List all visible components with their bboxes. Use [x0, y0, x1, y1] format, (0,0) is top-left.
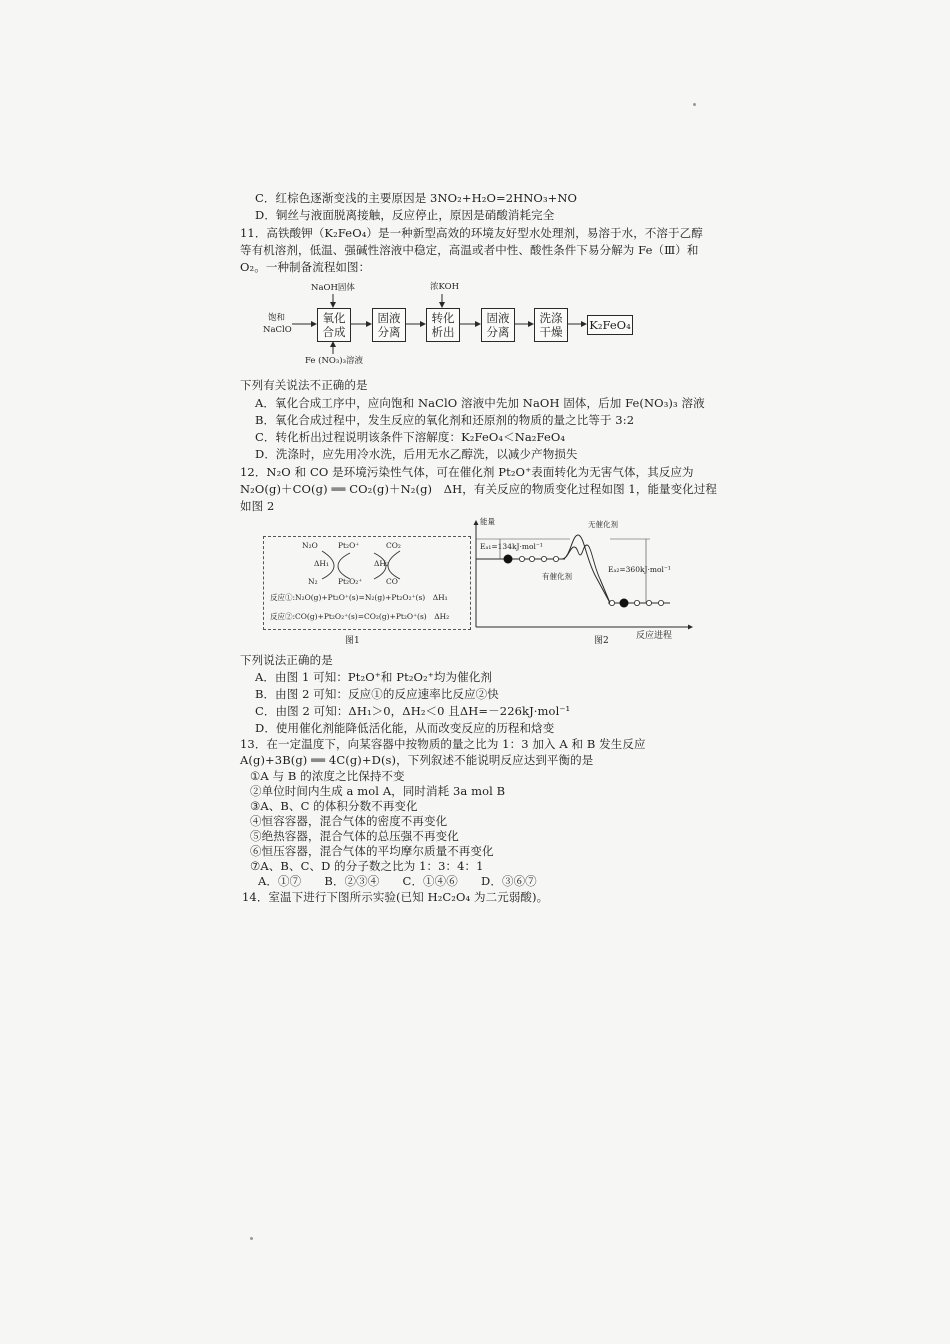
fig2-ea2-label: Eₐ₂=360kJ·mol⁻¹	[608, 565, 671, 574]
flow-step-oxidation-l1: 氧化	[322, 311, 346, 325]
scan-speck	[693, 103, 696, 106]
q10-option-c: C．红棕色逐渐变浅的主要原因是 3NO₂+H₂O=2HNO₃+NO	[255, 191, 578, 205]
fig1-co: CO	[386, 577, 398, 586]
q12-stem-line2: N₂O(g)＋CO(g) ══ CO₂(g)＋N₂(g) ΔH，有关反应的物质变化过程如图 1，能量变化过程	[240, 482, 718, 496]
flow-product-label: K₂FeO₄	[589, 318, 631, 332]
q11-stem-line1: 11．高铁酸钾（K₂FeO₄）是一种新型高效的环境友好型水处理剂，易溶于水，不溶于乙醇	[240, 226, 703, 240]
fig1-dh2: ΔH₂	[374, 559, 389, 568]
fig2-product-ball-small-3	[646, 600, 651, 605]
fig2-x-label: 反应进程	[636, 631, 673, 641]
fig2-caption: 图2	[594, 636, 609, 646]
flow-step-separation-2-l1: 固液	[486, 311, 510, 325]
fig1-dh1: ΔH₁	[314, 559, 329, 568]
fig2-catalyzed-label: 有催化剂	[542, 572, 572, 581]
q12-option-b: B．由图 2 可知：反应①的反应速率比反应②快	[255, 687, 499, 701]
q12-figure-2	[470, 517, 695, 637]
q11-option-b: B．氧化合成过程中，发生反应的氧化剂和还原剂的物质的量之比等于 3:2	[255, 413, 635, 427]
fig2-reactant-ball-small-4	[553, 556, 558, 561]
fig2-reactant-ball-large	[504, 555, 513, 564]
q13-stem-line1: 13．在一定温度下，向某容器中按物质的量之比为 1：3 加入 A 和 B 发生反应	[240, 737, 646, 751]
fig2-product-ball-large	[620, 599, 629, 608]
fig1-n2o: N₂O	[302, 541, 318, 550]
q13-item-2: ②单位时间内生成 a mol A，同时消耗 3a mol B	[250, 784, 506, 798]
fig1-pt2o2: Pt₂O₂⁺	[338, 577, 363, 586]
fig1-reaction-2: 反应②:CO(g)+Pt₂O₂⁺(s)=CO₂(g)+Pt₂O⁺(s) ΔH₂	[270, 612, 450, 621]
fig2-uncatalyzed-label: 无催化剂	[588, 520, 618, 529]
fig1-n2: N₂	[308, 577, 318, 586]
fig1-caption: 图1	[345, 636, 360, 646]
q13-item-7: ⑦A、B、C、D 的分子数之比为 1：3：4：1	[250, 859, 484, 873]
fig2-reactant-ball-small-3	[541, 556, 546, 561]
flow-arrows	[290, 290, 650, 360]
fig1-co2: CO₂	[386, 541, 401, 550]
fig2-y-label: 能量	[480, 517, 495, 526]
q11-stem-line2: 等有机溶剂，低温、强碱性溶液中稳定，高温或者中性、酸性条件下易分解为 Fe（Ⅲ）和	[240, 243, 699, 257]
q11-option-d: D．洗涤时，应先用冷水洗，后用无水乙醇洗，以减少产物损失	[255, 447, 578, 461]
flow-step-separation-2-l2: 分离	[486, 325, 510, 339]
q11-option-c: C．转化析出过程说明该条件下溶解度：K₂FeO₄＜Na₂FeO₄	[255, 430, 566, 444]
q13-stem-line2: A(g)+3B(g) ══ 4C(g)+D(s)，下列叙述不能说明反应达到平衡的是	[240, 753, 594, 767]
flow-input-label-2: NaClO	[263, 325, 292, 335]
flow-step-separation-1-l2: 分离	[377, 325, 401, 339]
q14-stem: 14．室温下进行下图所示实验(已知 H₂C₂O₄ 为二元弱酸)。	[242, 890, 549, 904]
q13-item-1: ①A 与 B 的浓度之比保持不变	[250, 769, 405, 783]
q13-item-4: ④恒容容器，混合气体的密度不再变化	[250, 814, 448, 828]
fig2-product-ball-small-4	[658, 600, 663, 605]
scan-speck	[250, 1237, 253, 1240]
flow-reagent-fe-nitrate: Fe (NO₃)₃溶液	[305, 356, 364, 366]
flow-step-washing-l2: 干燥	[539, 325, 563, 339]
flow-step-washing-l1: 洗涤	[539, 311, 563, 325]
fig2-descent	[600, 579, 610, 603]
q12-option-a: A．由图 1 可知：Pt₂O⁺和 Pt₂O₂⁺均为催化剂	[255, 670, 492, 684]
flow-input-label-1: 饱和	[268, 313, 286, 323]
q12-stem-line1: 12．N₂O 和 CO 是环境污染性气体，可在催化剂 Pt₂O⁺表面转化为无害气体，其反应为	[240, 465, 694, 479]
fig2-product-ball-small-1	[609, 600, 614, 605]
flow-step-oxidation-l2: 合成	[322, 325, 346, 339]
flow-reagent-naoh: NaOH固体	[311, 283, 355, 293]
fig2-reactant-ball-small-1	[519, 556, 524, 561]
q11-option-a: A．氧化合成工序中，应向饱和 NaClO 溶液中先加 NaOH 固体，后加 Fe(NO₃)₃ 溶液	[255, 396, 705, 410]
fig1-cycle-arrows	[304, 547, 414, 583]
fig1-pt2o-top: Pt₂O⁺	[338, 541, 360, 550]
q12-prompt: 下列说法正确的是	[240, 653, 333, 667]
fig1-reaction-1: 反应①:N₂O(g)+Pt₂O⁺(s)=N₂(g)+Pt₂O₂⁺(s) ΔH₁	[270, 593, 448, 602]
q13-item-3: ③A、B、C 的体积分数不再变化	[250, 799, 418, 813]
fig2-energy-diagram	[470, 517, 695, 637]
fig2-reactant-ball-small-2	[529, 556, 534, 561]
q10-option-d: D．铜丝与液面脱离接触，反应停止，原因是硝酸消耗完全	[255, 208, 555, 222]
flow-step-conversion-l2: 析出	[431, 325, 455, 339]
q11-prompt: 下列有关说法不正确的是	[240, 378, 368, 392]
q12-option-c: C．由图 2 可知：ΔH₁＞0，ΔH₂＜0 且ΔH=－226kJ·mol⁻¹	[255, 704, 571, 718]
q12-stem-line3: 如图 2	[240, 499, 275, 513]
q12-figure-1	[263, 536, 471, 630]
q11-stem-line3: O₂。一种制备流程如图：	[240, 260, 371, 274]
fig2-product-ball-small-2	[634, 600, 639, 605]
q12-option-d: D．使用催化剂能降低活化能，从而改变反应的历程和焓变	[255, 721, 555, 735]
q13-item-6: ⑥恒压容器，混合气体的平均摩尔质量不再变化	[250, 844, 494, 858]
flow-step-separation-1-l1: 固液	[377, 311, 401, 325]
flow-step-conversion-l1: 转化	[431, 311, 455, 325]
fig2-ea1-label: Eₐ₁=134kJ·mol⁻¹	[480, 542, 543, 551]
q13-options: A．①⑦ B．②③④ C．①④⑥ D．③⑥⑦	[258, 874, 537, 888]
q13-item-5: ⑤绝热容器，混合气体的总压强不再变化	[250, 829, 459, 843]
flow-reagent-koh: 浓KOH	[430, 282, 460, 292]
